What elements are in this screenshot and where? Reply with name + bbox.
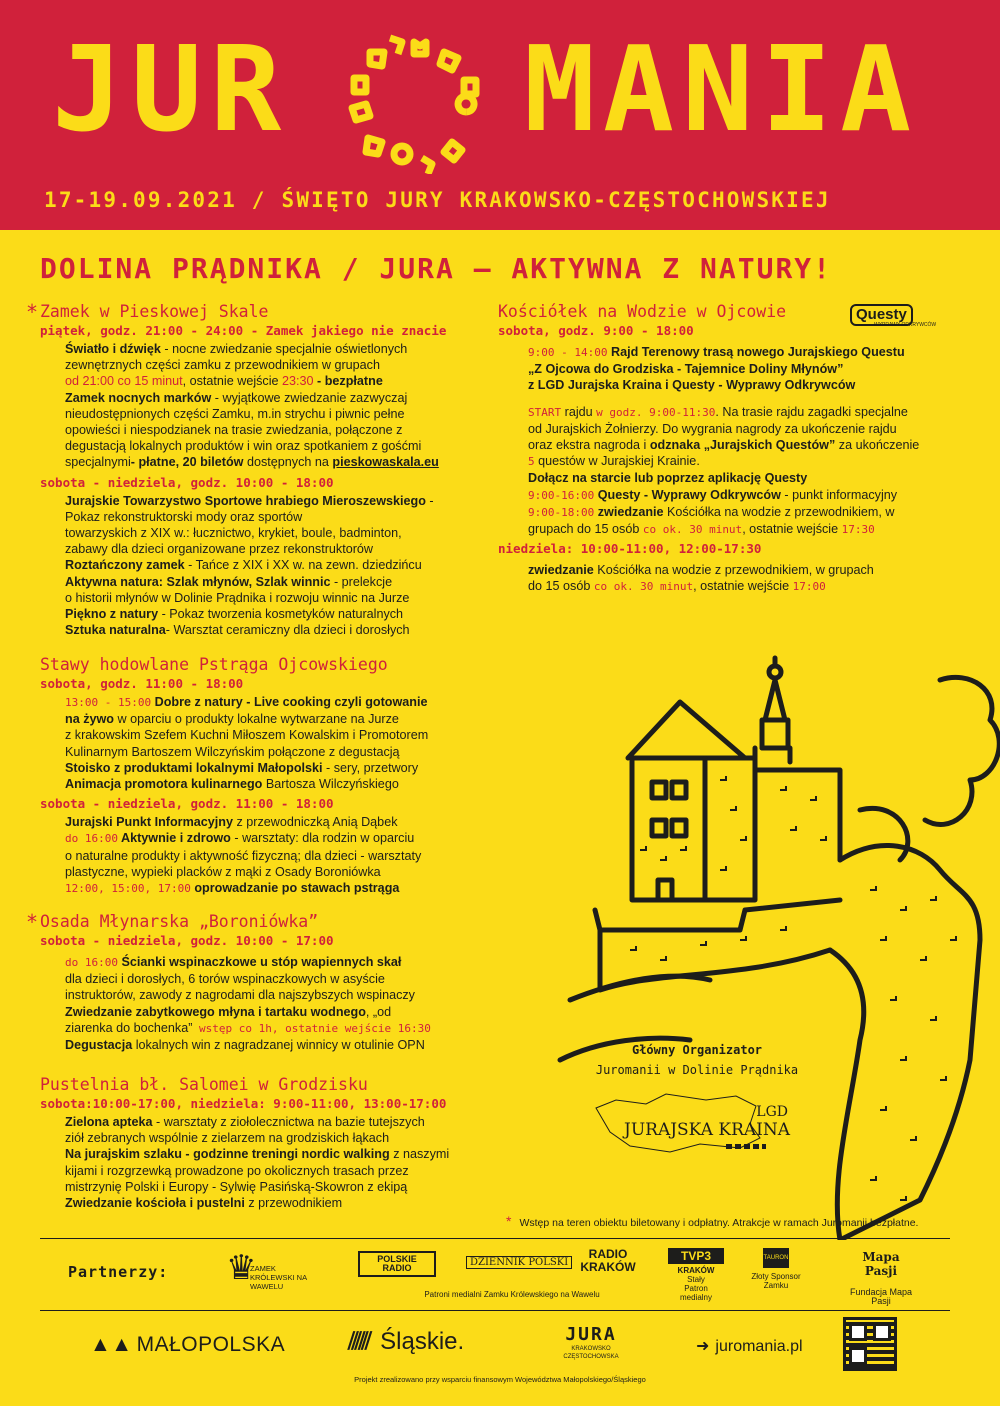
section-body: do 16:00 Ścianki wspinaczkowe u stóp wapiennych skał dla dzieci i dorosłych, 6 torów wspinaczkowych w asyście instruktorów, zawody z nagrodami dla najszybszych wspinaczy Zwiedzanie zabytkowego młyna i tartaku wodnego, „od ziarenka do bochenka” wstęp co 1h, ostatnie wejście 16:30 Degustacja lokalnych win z nagradzanej winnicy w otulinie OPN: [65, 955, 431, 1053]
malopolska-logo[interactable]: ▲▲ MAŁOPOLSKA: [90, 1333, 286, 1356]
star-marker: *: [506, 1213, 512, 1229]
lgd-label: LGD: [756, 1104, 788, 1120]
malopolska-icon: ▲▲: [90, 1333, 133, 1356]
star-marker: *: [26, 910, 39, 934]
questy-logo: Questy WYPRAWY ODKRYWCÓW: [850, 304, 942, 330]
section-stawy: [40, 655, 460, 897]
section-time: piątek, godz. 21:00 - 24:00 - Zamek jakiego nie znacie: [40, 323, 447, 338]
section-title: Osada Młynarska „Boroniówka”: [40, 912, 319, 931]
section-pieskowa: [26, 300, 460, 638]
section-body: Światło i dźwięk - nocne zwiedzanie specjalnie oświetlonych zewnętrznych części zamku z przewodnikiem w grupach od 21:00 co 15 minut, ostatnie wejście 23:30 - bezpłatne Zamek nocnych marków - wyjątkowe zwiedzanie zazwyczaj nieudostępnionych części Zamku, m.in strychu i piwnic pełne opowieści i niespodzianek na trasie zwiedzania, połączone z degustacją lokalnych produktów i win oraz spotkaniem z gośćmi specjalnymi- płatne, 20 biletów dostępnych na pieskowaskala.eu: [65, 342, 439, 470]
section-boroniowka: [26, 910, 460, 1053]
section-time: sobota - niedziela, godz. 10:00 - 17:00: [40, 933, 334, 948]
lgd-name: JURAJSKA KRAINA: [624, 1120, 791, 1140]
title-left: JUR: [52, 20, 290, 158]
divider: [40, 1310, 950, 1311]
website-link[interactable]: pieskowaskala.eu: [332, 455, 439, 470]
divider: [40, 1238, 950, 1239]
website-url[interactable]: ➜ juromania.pl: [696, 1338, 803, 1355]
arrow-icon: ➜: [696, 1338, 710, 1355]
section-title: Kościółek na Wodzie w Ojcowie: [498, 302, 787, 321]
section-title: Stawy hodowlane Pstrąga Ojcowskiego: [40, 655, 388, 674]
section-time: sobota:10:00-17:00, niedziela: 9:00-11:00, 13:00-17:00: [40, 1096, 447, 1111]
lgd-stripes: [726, 1144, 766, 1149]
slaskie-logo[interactable]: ⫽⫽⫽ Śląskie.: [348, 1328, 465, 1355]
section-title: Zamek w Pieskowej Skale: [40, 302, 269, 321]
partner-mapa-pasji[interactable]: Mapa Pasji Fundacja Mapa Pasji: [849, 1250, 913, 1306]
section-time: sobota - niedziela, godz. 10:00 - 18:00: [40, 474, 334, 490]
project-note: Projekt zrealizowano przy wsparciu finansowym Województwa Małopolskiego/Śląskiego: [354, 1375, 646, 1384]
section-body: Zielona apteka - warsztaty z ziołolecznictwa na bazie tutejszych ziół zebranych wspólnie z zielarzem na grodziskich łąkach Na jurajskim szlaku - godzinne treningi nordic walking z naszymi kijami i rozgrzewką prowadzone po okolicznych trasach przez mistrzynię Polski i Europy - Sylwię Pasińską-Skowron z ekipą Zwiedzanie kościoła i pustelni z przewodnikiem: [65, 1115, 450, 1211]
organizer-block: [582, 1040, 812, 1080]
organizer-subtitle: Juromanii w Dolinie Prądnika: [595, 1063, 799, 1077]
section-body: Jurajskie Towarzystwo Sportowe hrabiego Mieroszewskiego - Pokaz rekonstruktorski mody oraz sportów towarzyskich z XIX w.: łucznictwo, krykiet, boule, badminton, zabawy dla dzieci organizowane przez rekonstruktorów Roztańczony zamek - Tańce z XIX i XX w. na zewn. dziedzińcu Aktywna natura: Szlak młynów, Szlak winnic - prelekcje o historii młynów w Dolinie Prądnika i rozwoju winnic na Jurze Piękno z natury - Pokaz tworzenia kosmetyków naturalnych Sztuka naturalna- Warsztat ceramiczny dla dzieci i dorosłych: [65, 493, 434, 638]
crown-icon: ♛: [226, 1249, 257, 1287]
section-time: sobota, godz. 9:00 - 18:00: [498, 323, 694, 338]
title-right: MANIA: [524, 20, 920, 158]
footnote-text: Wstęp na teren obiektu biletowany i odpłatny. Atrakcje w ramach Juromanii bezpłatne.: [519, 1217, 919, 1229]
section-body: 9:00 - 14:00 Rajd Terenowy trasą nowego Jurajskiego Questu „Z Ojcowa do Grodziska - Tajemnice Doliny Młynów” z LGD Jurajska Kraina i Questy - Wyprawy Odkrywców START rajdu w godz. 9:00-11:30. Na trasie rajdu zagadki specjalne od Jurajskich Żołnierzy. Do wygrania nagrody za ukończenie rajdu oraz ekstra nagroda i odznaka „Jurajskich Questów” za ukończenie 5 questów w Jurajskiej Krainie. Dołącz na starcie lub poprzez aplikację Questy 9:00-16:00 Questy - Wyprawy Odkrywców - punkt informacyjny 9:00-18:00 zwiedzanie Kościółka na wodzie z przewodnikiem, w grupach do 15 osób co ok. 30 minut, ostatnie wejście 17:30: [528, 345, 920, 537]
partner-dziennik[interactable]: DZIENNIK POLSKI: [466, 1256, 572, 1269]
footnote: [506, 1213, 918, 1229]
emblem-ring: [344, 34, 484, 174]
section-body: Jurajski Punkt Informacyjny z przewodniczką Anią Dąbek do 16:00 Aktywnie i zdrowo - warsztaty: dla rodzin w oparciu o naturalne produkty i aktywność fizyczną; dla dzieci - warsztaty plastyczne, wypieki placków z mąki z Osady Boroniówka 12:00, 15:00, 17:00 oprowadzanie po stawach pstrąga: [65, 815, 422, 896]
media-note: Patroni medialni Zamku Królewskiego na Wawelu: [424, 1290, 600, 1299]
partner-tvp3[interactable]: TVP3 KRAKÓW Stały Patron medialny: [668, 1248, 724, 1302]
section-time: sobota - niedziela, godz. 11:00 - 18:00: [40, 796, 334, 812]
main-headline: DOLINA PRĄDNIKA / JURA – AKTYWNA Z NATURY!: [40, 252, 833, 285]
partner-polskie-radio[interactable]: POLSKIE RADIO: [358, 1251, 436, 1277]
star-marker: *: [26, 300, 39, 324]
slaskie-icon: ⫽⫽⫽: [348, 1328, 369, 1355]
partner-tauron[interactable]: TAURON Złoty Sponsor Zamku: [748, 1248, 804, 1290]
qr-code[interactable]: [846, 1320, 894, 1368]
emblem-icon: [344, 34, 484, 174]
lgd-logo: [592, 1092, 792, 1154]
organizer-label: Główny Organizator: [631, 1043, 763, 1057]
section-time: niedziela: 10:00-11:00, 12:00-17:30: [498, 541, 762, 557]
section-body: 13:00 - 15:00 Dobre z natury - Live cooking czyli gotowanie na żywo w oparciu o produkty lokalne wytwarzane na Jurze z krakowskim Szefem Kuchni Miłoszem Kowalskim i Promotorem Kulinarnym Bartoszem Wilczyńskim połączone z degustacją Stoisko z produktami lokalnymi Małopolski - sery, przetwory Animacja promotora kulinarnego Bartosza Wilczyńskiego: [65, 695, 429, 792]
event-tagline: 17-19.09.2021 / ŚWIĘTO JURY KRAKOWSKO-CZĘSTOCHOWSKIEJ: [44, 188, 831, 212]
section-body: zwiedzanie Kościółka na wodzie z przewodnikiem, w grupach do 15 osób co ok. 30 minut, ostatnie wejście 17:00: [528, 563, 874, 594]
section-title: Pustelnia bł. Salomei w Grodzisku: [40, 1075, 368, 1094]
section-kosciolek: [498, 302, 938, 596]
section-pustelnia: [40, 1075, 480, 1211]
header-banner: [0, 0, 1000, 230]
jura-logo[interactable]: JURA KRAKOWSKO CZĘSTOCHOWSKA: [563, 1324, 619, 1360]
partner-radio-krakow[interactable]: RADIO KRAKÓW: [580, 1247, 636, 1274]
section-time: sobota, godz. 11:00 - 18:00: [40, 676, 244, 691]
partners-label: Partnerzy:: [68, 1263, 169, 1281]
